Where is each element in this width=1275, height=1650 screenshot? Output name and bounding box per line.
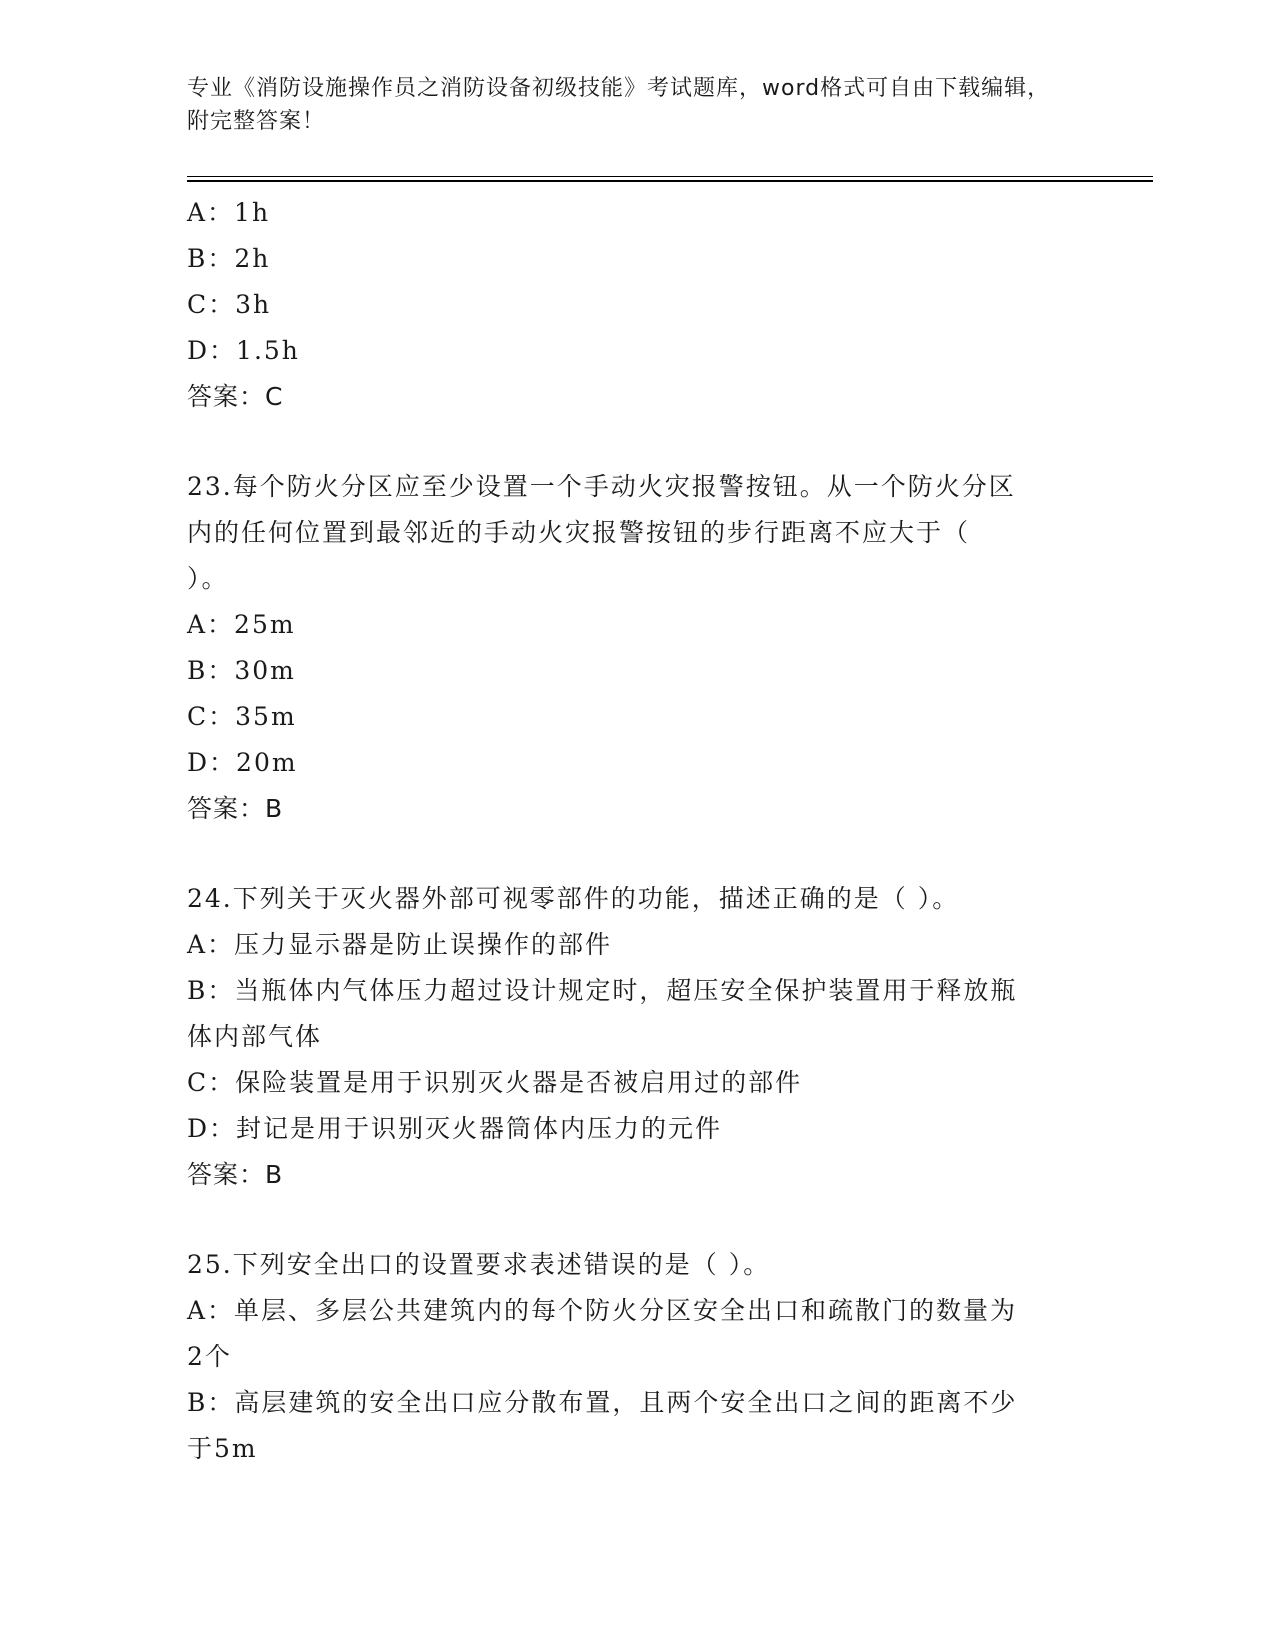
question-text-line: 内的任何位置到最邻近的手动火灾报警按钮的步行距离不应大于（: [187, 518, 971, 547]
question-text-line: 23.每个防火分区应至少设置一个手动火灾报警按钮。从一个防火分区: [187, 472, 1016, 501]
option-b: B：2h: [187, 244, 271, 273]
question-text-line: 25.下列安全出口的设置要求表述错误的是（ ）。: [187, 1250, 771, 1279]
answer: 答案：B: [187, 1160, 284, 1189]
option-a: A：1h: [187, 198, 271, 227]
answer: 答案：C: [187, 382, 284, 411]
spacer: [187, 1198, 1067, 1242]
document-header: 专业《消防设施操作员之消防设备初级技能》考试题库，word格式可自由下载编辑，附完整答案！: [187, 76, 1051, 134]
option-b-continued: 于5m: [187, 1434, 258, 1463]
option-b: B：高层建筑的安全出口应分散布置，且两个安全出口之间的距离不少: [187, 1388, 1018, 1417]
option-d: D：封记是用于识别灭火器筒体内压力的元件: [187, 1114, 723, 1143]
question-content: [187, 190, 1067, 1472]
question-text-line: 24.下列关于灭火器外部可视零部件的功能，描述正确的是（ ）。: [187, 884, 960, 913]
spacer: [187, 832, 1067, 876]
option-b: B：当瓶体内气体压力超过设计规定时，超压安全保护装置用于释放瓶: [187, 976, 1018, 1005]
question-text-line: ）。: [187, 564, 229, 593]
option-a: A：压力显示器是防止误操作的部件: [187, 930, 613, 959]
option-a: A：25m: [187, 610, 296, 639]
question-25: [187, 1242, 1067, 1472]
option-c: C：保险装置是用于识别灭火器是否被启用过的部件: [187, 1068, 803, 1097]
option-c: C：35m: [187, 702, 297, 731]
header-divider: [187, 176, 1153, 182]
answer: 答案：B: [187, 794, 284, 823]
option-b-continued: 体内部气体: [187, 1022, 323, 1051]
question-23: [187, 464, 1067, 832]
spacer: [187, 420, 1067, 464]
option-a: A：单层、多层公共建筑内的每个防火分区安全出口和疏散门的数量为: [187, 1296, 1018, 1325]
option-d: D：1.5h: [187, 336, 300, 365]
option-a-continued: 2个: [187, 1342, 232, 1371]
option-b: B：30m: [187, 656, 296, 685]
question-24: [187, 876, 1067, 1198]
option-d: D：20m: [187, 748, 298, 777]
question-22: [187, 190, 1067, 420]
option-c: C：3h: [187, 290, 272, 319]
